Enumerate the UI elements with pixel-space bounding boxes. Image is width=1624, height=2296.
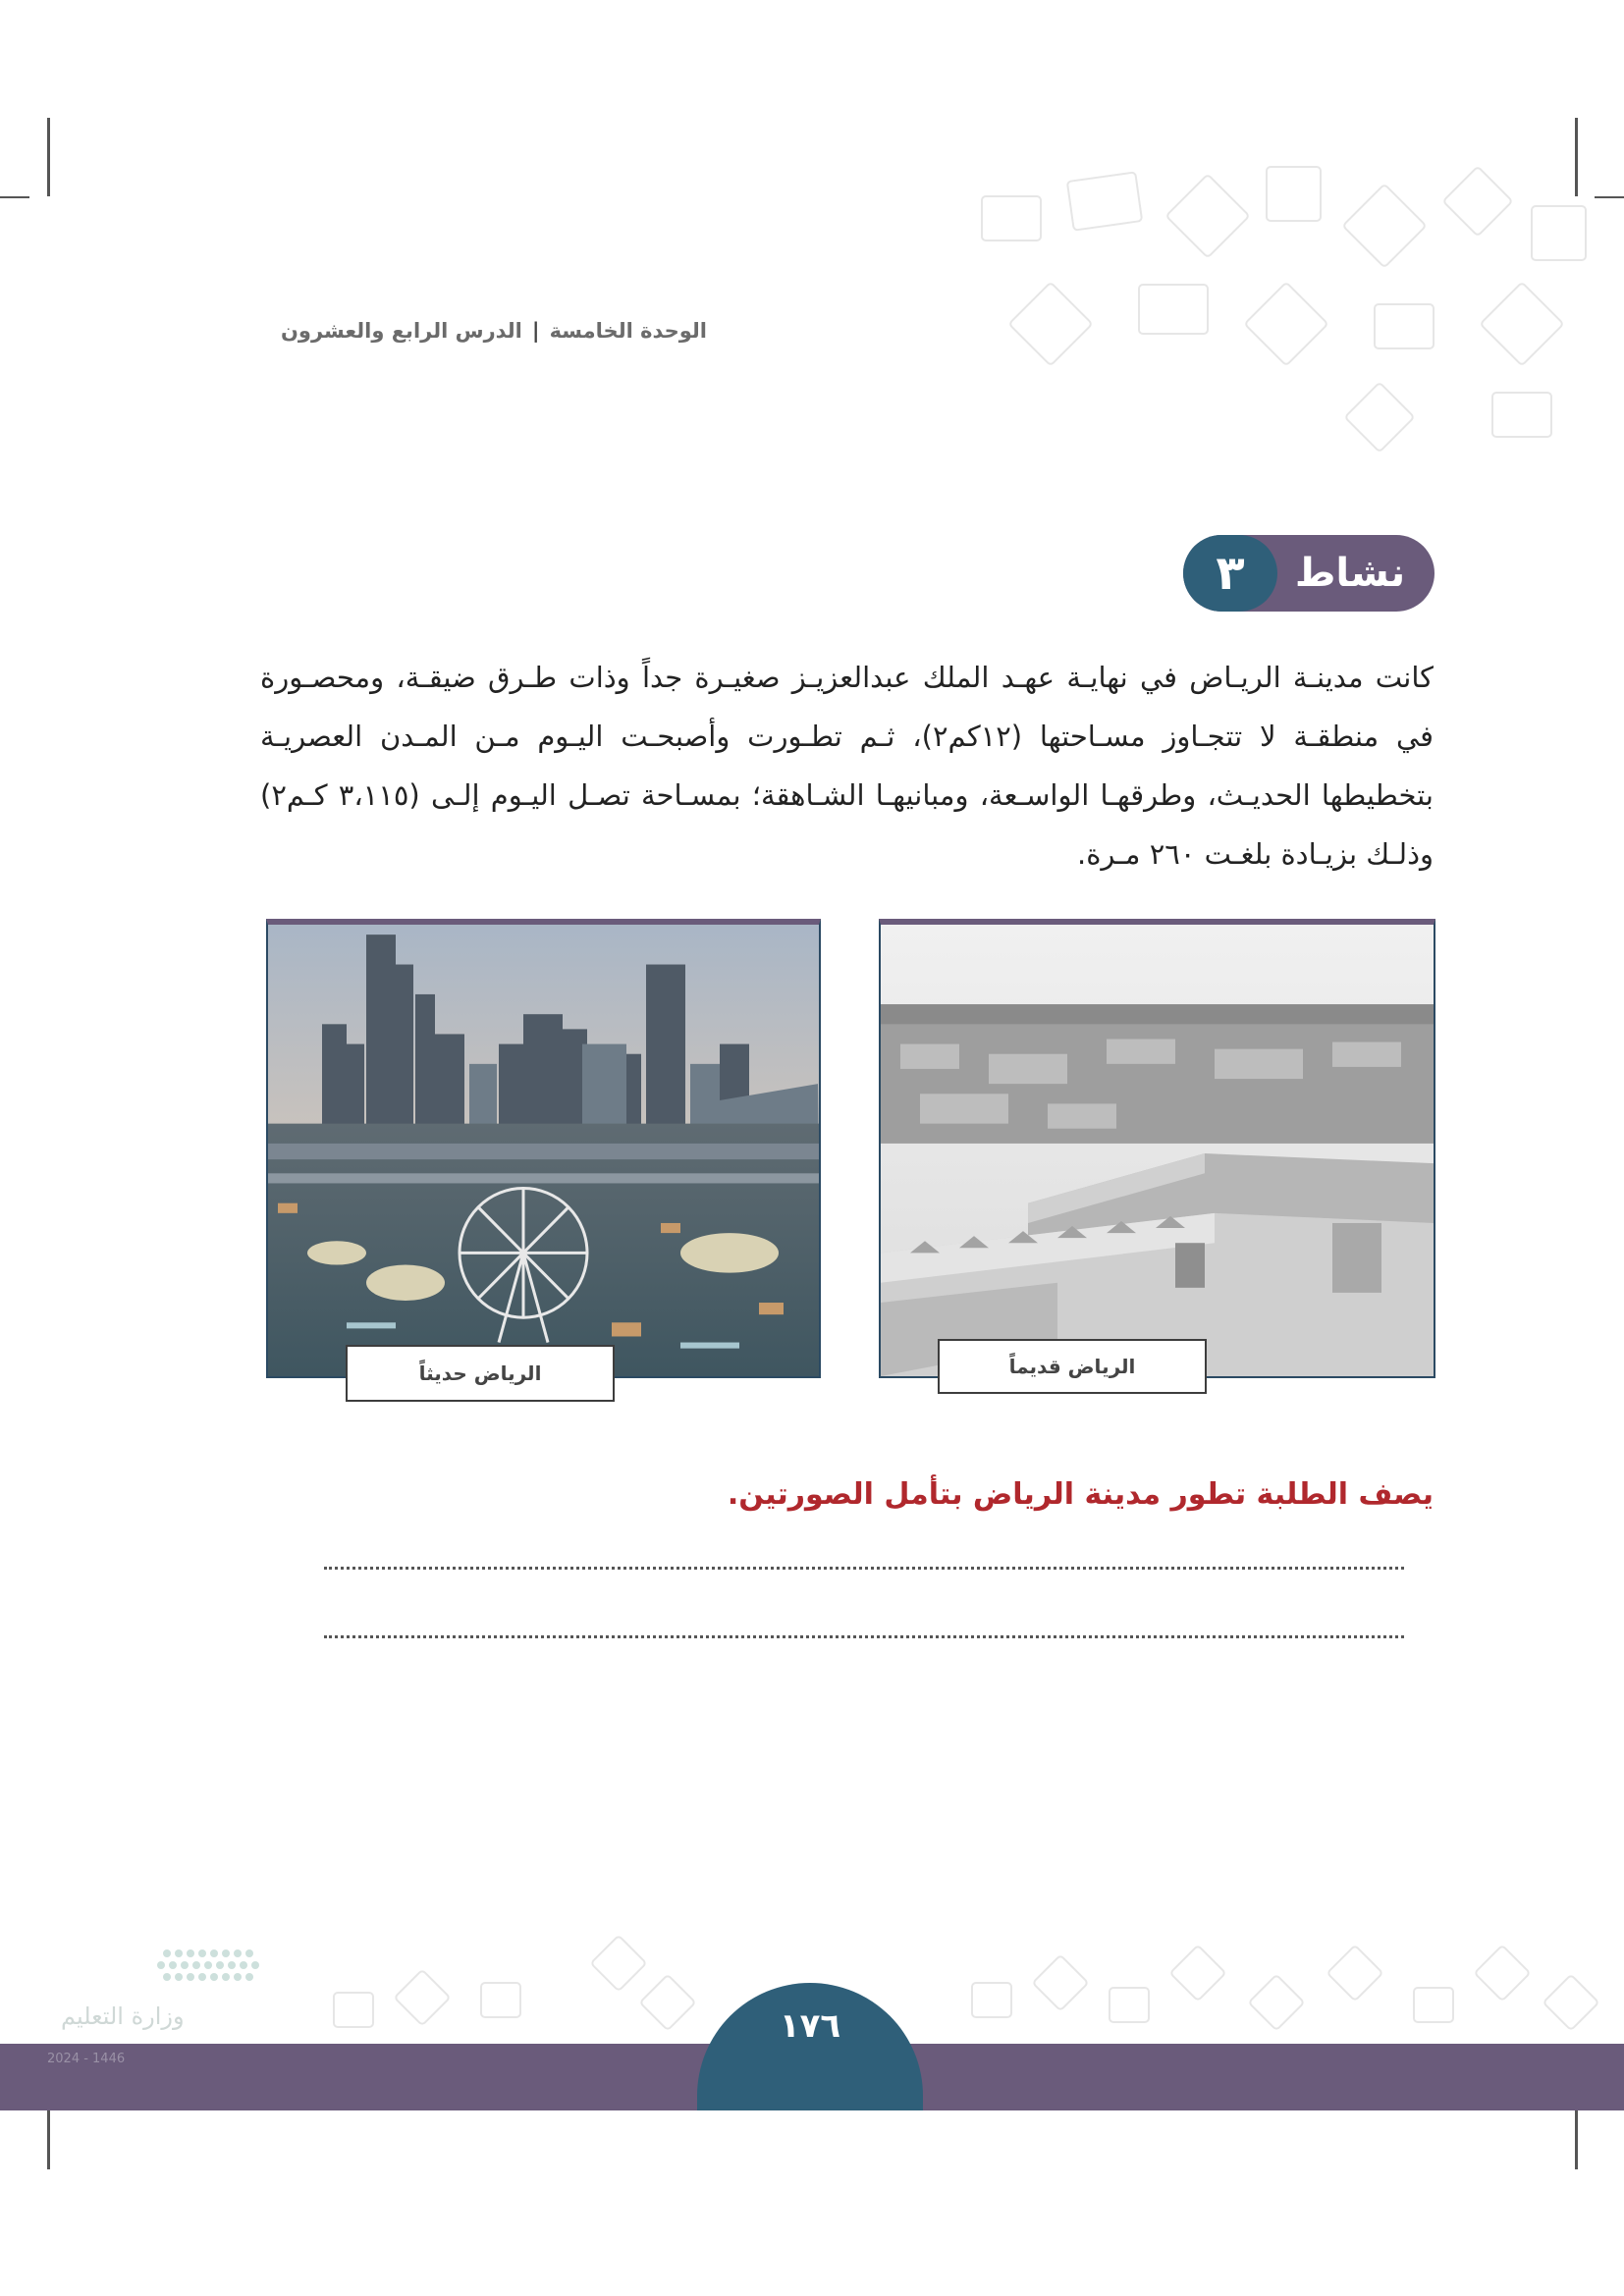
decorative-pattern	[943, 147, 1624, 461]
crop-mark	[47, 2110, 50, 2169]
ministry-year: 2024 - 1446	[47, 2052, 126, 2066]
old-riyadh-caption: الرياض قديماً	[938, 1339, 1207, 1394]
activity-label: نشاط	[1294, 551, 1406, 596]
activity-paragraph: كانت مدينـة الريـاض في نهايـة عهـد الملك عبدالعزيـز صغيـرة جداً وذات طـرق ضيقـة، ومحصـورة في منطقـة لا تتجـاوز مسـاحتها (١٢كم٢)، ثـم تطـورت وأصبحـت اليـوم مـن المـدن العصريـة بتخطيطها الحديـث، وطرقهـا الواسـعة، ومبانيهـا الشـاهقة؛ بمسـاحة تصـل اليـوم إلـى (٣،١١٥ كـم٢) وذلـك بزيـادة بلغـت ٢٦٠ مـرة.	[260, 661, 1434, 871]
lesson-title: الدرس الرابع والعشرون	[281, 319, 522, 343]
unit-title: الوحدة الخامسة	[549, 319, 707, 343]
page-number: ١٧٦	[779, 2006, 841, 2046]
answer-line[interactable]	[324, 1635, 1404, 1638]
old-city-illustration	[881, 925, 1434, 1376]
crop-mark	[1575, 2110, 1578, 2169]
ministry-name: وزارة التعليم	[61, 2002, 185, 2030]
modern-riyadh-photo	[266, 919, 821, 1378]
modern-riyadh-caption: الرياض حديثاً	[346, 1345, 615, 1402]
modern-city-illustration	[268, 925, 819, 1376]
decorative-pattern	[295, 1924, 1624, 2042]
activity-question: يصف الطلبة تطور مدينة الرياض بتأمل الصورتين.	[727, 1477, 1434, 1512]
header-separator: |	[531, 319, 540, 343]
crop-mark	[47, 118, 50, 196]
crop-mark	[0, 196, 29, 198]
page-header	[245, 319, 707, 343]
activity-number: ٣	[1183, 535, 1277, 612]
old-riyadh-photo	[879, 919, 1435, 1378]
answer-line[interactable]	[324, 1567, 1404, 1570]
